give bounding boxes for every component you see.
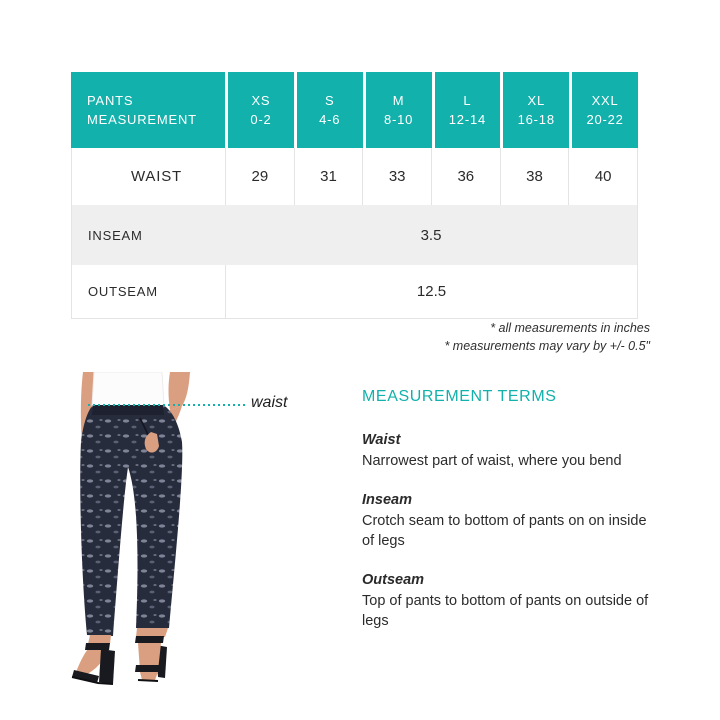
term-definition: Top of pants to bottom of pants on outside of legs bbox=[362, 593, 649, 629]
table-row-waist bbox=[72, 148, 637, 205]
term-name: Inseam bbox=[362, 492, 412, 508]
header-size-cell-xxl bbox=[569, 72, 638, 148]
size-range: 4-6 bbox=[319, 112, 341, 127]
row-label-outseam: OUTSEAM bbox=[88, 284, 158, 299]
size-name: XS bbox=[251, 93, 271, 108]
size-range: 8-10 bbox=[383, 112, 414, 127]
header-label-line1: PANTS bbox=[87, 93, 134, 108]
header-label-line2: MEASUREMENT bbox=[87, 112, 197, 127]
size-chart-table bbox=[71, 72, 638, 319]
header-size-cell-xs bbox=[225, 72, 294, 148]
model-top bbox=[92, 372, 164, 406]
term-inseam bbox=[362, 492, 658, 551]
size-name: XXL bbox=[591, 93, 619, 108]
footnote-variance: * measurements may vary by +/- 0.5" bbox=[444, 339, 650, 353]
header-size-cell-s bbox=[294, 72, 363, 148]
table-header-row bbox=[71, 72, 638, 148]
term-definition: Narrowest part of waist, where you bend bbox=[362, 453, 622, 469]
header-label-cell bbox=[71, 72, 225, 148]
header-size-cell-l bbox=[432, 72, 501, 148]
size-range: 20-22 bbox=[586, 112, 624, 127]
term-name: Outseam bbox=[362, 572, 425, 588]
table-row-outseam bbox=[72, 265, 637, 318]
model-shoe-left bbox=[72, 643, 115, 684]
term-definition: Crotch seam to bottom of pants on on inside of legs bbox=[362, 513, 647, 549]
row-label-inseam: INSEAM bbox=[88, 227, 143, 243]
waist-annotation-label: waist bbox=[251, 394, 288, 411]
table-footnotes bbox=[330, 319, 650, 355]
model-shoe-right bbox=[135, 636, 167, 681]
footnote-units: * all measurements in inches bbox=[490, 321, 650, 335]
term-name: Waist bbox=[362, 432, 401, 448]
inseam-value: 3.5 bbox=[420, 226, 442, 244]
waist-value-l: 36 bbox=[431, 148, 500, 205]
waist-value-xs: 29 bbox=[225, 148, 294, 205]
table-body bbox=[71, 148, 638, 319]
waist-value-xxl: 40 bbox=[568, 148, 637, 205]
term-waist bbox=[362, 432, 658, 471]
row-label-waist: WAIST bbox=[131, 168, 182, 185]
term-outseam bbox=[362, 572, 658, 631]
size-range: 16-18 bbox=[517, 112, 555, 127]
size-range: 0-2 bbox=[250, 112, 272, 127]
table-row-inseam bbox=[72, 205, 637, 265]
model-illustration bbox=[68, 372, 203, 687]
model-photo bbox=[68, 372, 203, 687]
waist-value-xl: 38 bbox=[500, 148, 569, 205]
measurement-terms-section bbox=[362, 388, 658, 652]
header-size-cell-m bbox=[363, 72, 432, 148]
waist-annotation-line bbox=[88, 404, 247, 406]
size-name: XL bbox=[527, 93, 545, 108]
outseam-value: 12.5 bbox=[225, 265, 637, 318]
header-size-cell-xl bbox=[500, 72, 569, 148]
size-name: L bbox=[463, 93, 472, 108]
model-pants bbox=[80, 405, 182, 636]
size-range: 12-14 bbox=[448, 112, 487, 127]
size-name: M bbox=[392, 93, 405, 108]
waist-value-s: 31 bbox=[294, 148, 363, 205]
measurement-terms-heading: MEASUREMENT TERMS bbox=[362, 388, 557, 405]
size-name: S bbox=[325, 93, 335, 108]
waist-value-m: 33 bbox=[362, 148, 431, 205]
